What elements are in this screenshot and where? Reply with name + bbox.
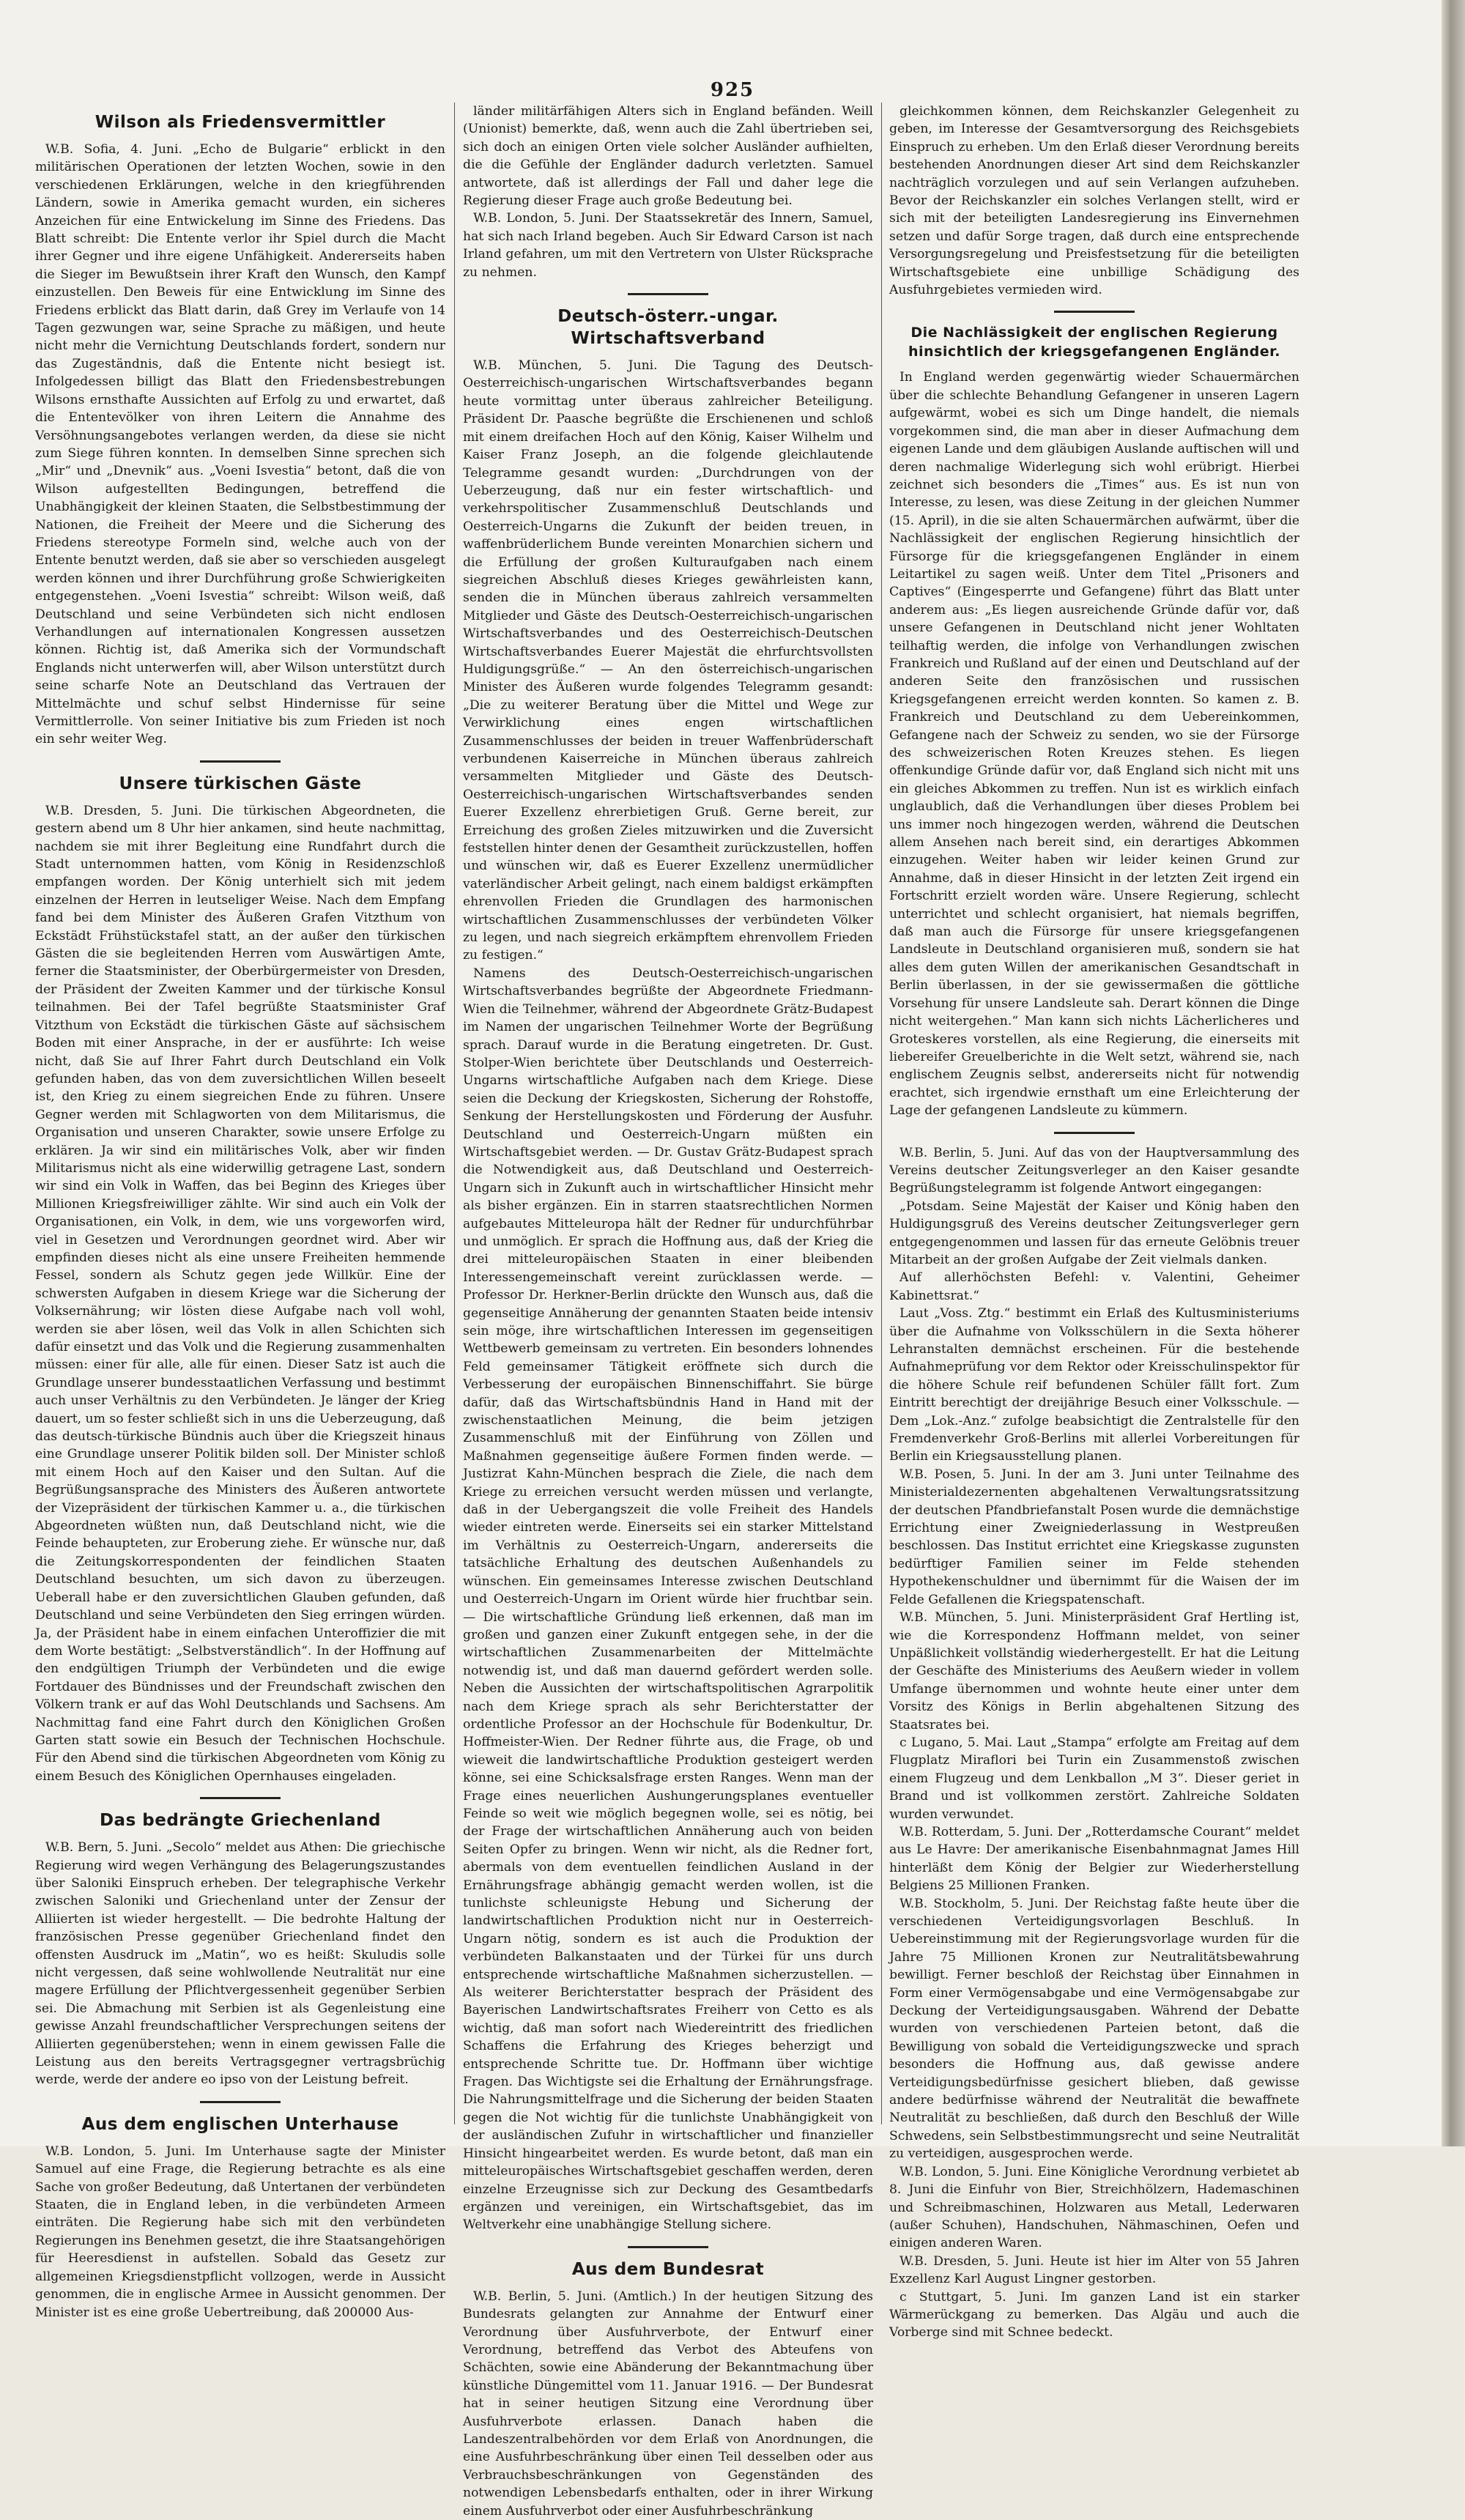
article-bundesrat-continued [889, 103, 1299, 299]
column-1 [35, 103, 445, 2320]
article-paragraph: Auf allerhöchsten Befehl: v. Valentini, Geheimer Kabinettsrat.“ [889, 1270, 1299, 1303]
article-paragraph: In England werden gegenwärtig wieder Schauermärchen über die schlechte Behandlung Gefangener in unseren Lagern aufgewärmt, wobei es sich um Dinge handelt, die niemals vorgekommen sind, die man aber in dieser Aufmachung dem eigenen Lande und dem gläubigen Auslande auftischen will und deren nachmalige Widerlegung sich wohl erübrigt. Hierbei zeichnet sich besonders die „Times“ aus. Es ist nun von Interesse, zu lesen, was diese Zeitung in der gleichen Nummer (15. April), in die sie alten Schauermärchen aufwärmt, über die Nachlässigkeit der englischen Regierung hinsichtlich der Fürsorge für die kriegsgefangenen Engländer in einem Leitartikel zu sagen weiß. Unter dem Titel „Prisoners and Captives“ (Eingesperrte und Gefangene) führt das Blatt unter anderem aus: „Es liegen ausreichende Gründe dafür vor, daß unsere Gefangenen in Deutschland nicht jener Wohltaten teilhaftig werden, die infolge von Verhandlungen zwischen Frankreich und Rußland auf der einen und Deutschland auf der anderen Seite den französischen und russischen Kriegsgefangenen erreicht werden konnten. So kamen z. B. Frankreich und Deutschland zu dem Uebereinkommen, Gefangene nach der Schweiz zu senden, wo sie der Fürsorge des schweizerischen Roten Kreuzes stehen. Es liegen offenkundige Gründe dafür vor, daß England sich nicht mit uns ein gleiches Abkommen zu treffen. Nun ist es wirklich einfach unglaublich, daß die Verhandlungen über dieses Problem bei uns immer noch hingezogen werden, während die Deutschen allem Ansehen nach bereit sind, ein derartiges Abkommen einzugehen. Weiter haben wir leider keinen Grund zur Annahme, daß in dieser Hinsicht in der letzten Zeit irgend ein Fortschritt erzielt worden wäre. Unsere Regierung, schlecht unterrichtet und schlecht organisiert, hat niemals begriffen, daß man auch die Fürsorge für unsere kriegsgefangenen Landsleute in Deutschland organisieren muß, sondern sie hat alles dem guten Willen der amerikanischen Gesandtschaft in Berlin überlassen, in der sie gewissermaßen die göttliche Vorsehung für unsere Landsleute sah. Derart können die Dinge nicht weitergehen.“ Man kann sich nichts Lächerlicheres und Groteskeres vorstellen, als eine Regierung, die einerseits mit liebereifer Greuelberichte in die Welt setzt, während sie, nach englischem Zeugnis selbst, andererseits nicht für notwendig erachtet, sich irgendwie ernsthaft um eine Erleichterung der Lage der gefangenen Landsleute zu kümmern. [889, 370, 1299, 1119]
article-paragraph: W.B. London, 5. Juni. Der Staatssekretär des Innern, Samuel, hat sich nach Irland begeben. Auch Sir Edward Carson ist nach Irland gefahren, um mit den Vertretern von Ulster Rücksprache zu nehmen. [463, 211, 873, 280]
article-unterhaus [35, 2113, 445, 2321]
article-paragraph: W.B. München, 5. Juni. Ministerpräsident Graf Hertling ist, wie die Korrespondenz Hoffmann meldet, von seiner Unpäßlichkeit vollständig wiederhergestellt. Er hat die Leitung der Geschäfte des Ministeriums des Aeußern wieder in vollem Umfange übernommen und wohnte heute einer unter dem Vorsitz des Königs in Berlin abgehaltenen Sitzung des Staatsrates bei. [889, 1610, 1299, 1732]
article-headline: Aus dem englischen Unterhause [81, 2114, 399, 2134]
article-paragraph: W.B. Posen, 5. Juni. In der am 3. Juni unter Teilnahme des Ministerialdezernenten abgehaltenen Verwaltungsratssitzung der deutschen Pfandbriefanstalt Posen wurde die demnächstige Errichtung einer Zweigniederlassung in Westpreußen beschlossen. Das Institut errichtet eine Kriegskasse zugunsten bedürftiger Familien seiner im Felde stehenden Hypothekenschuldner und übernimmt für die Waisen der im Felde Gefallenen die Kriegspatenschaft. [889, 1467, 1299, 1607]
section-separator [628, 293, 708, 295]
article-paragraph: W.B. London, 5. Juni. Im Unterhause sagte der Minister Samuel auf eine Frage, die Regierung betrachte es als eine Sache von großer Bedeutung, daß Untertanen der verbündeten Staaten, die in England leben, in die verbündeten Armeen einträten. Die Regierung habe sich mit den verbündeten Regierungen ins Benehmen gesetzt, die ihre Staatsangehörigen für Heeresdienst in aufstellen. Sobald das Gesetz zur allgemeinen Kriegsdienstpflicht vollzogen, werde in Aussicht genommen, die in englische Armee in Aussicht genommen. Der Minister ist es eine große Uebertreibung, daß 200000 Aus- [35, 2143, 445, 2320]
article-paragraph: W.B. Bern, 5. Juni. „Secolo“ meldet aus Athen: Die griechische Regierung wird wegen Verhängung des Belagerungszustandes über Saloniki Einspruch erheben. Der telegraphische Verkehr zwischen Saloniki und Griechenland unter der Zensur der Alliierten ist wieder hergestellt. — Die bedrohte Haltung der französischen Presse gegenüber Griechenland findet den offensten Ausdruck im „Matin“, wo es heißt: Skuludis solle nicht vergessen, daß seine wohlwollende Neutralität nur eine magere Erfüllung der Pflichtvergessenheit gegenüber Serbien sei. Die Abmachung mit Serbien ist als Gegenleistung eine gewisse Anzahl freundschaftlicher Versprechungen seitens der Alliierten gegenüberstehen; wenn in einem gewissen Falle die Leistung aus den bereits Vertragsgegner vertragsbrüchig werde, werde der andere eo ipso von der Leistung befreit. [35, 1840, 445, 2088]
column-divider [454, 103, 455, 2124]
article-paragraph: W.B. Berlin, 5. Juni. Auf das von der Hauptversammlung des Vereins deutscher Zeitungsverleger an den Kaiser gesandte Begrüßungstelegramm ist folgende Antwort eingegangen: [889, 1145, 1299, 1196]
article-paragraph: c Stuttgart, 5. Juni. Im ganzen Land ist ein starker Wärmerückgang zu bemerken. Das Algäu und auch die Vorberge sind mit Schnee bedeckt. [889, 2289, 1299, 2341]
article-headline: Die Nachlässigkeit der englischen Regierung hinsichtlich der kriegsgefangenen Engländer. [908, 325, 1280, 360]
article-paragraph: länder militärfähigen Alters sich in England befänden. Weill (Unionist) bemerkte, daß, wenn auch die Zahl übertrieben sei, sich doch an einigen Orten viele solcher Ausländer aufhielten, die die Gefühle der Engländer dadurch verletzten. Samuel antwortete, daß ist allerdings der Fall und daher lege die Regierung dieser Frage auch große Bedeutung bei. [463, 104, 873, 209]
section-separator [628, 2246, 708, 2248]
article-headline: Unsere türkischen Gäste [119, 774, 362, 793]
column-3 [889, 103, 1299, 2341]
column-2 [463, 103, 873, 2519]
article-bundesrat [463, 2258, 873, 2520]
section-separator [1054, 1132, 1135, 1134]
article-unterhaus-continued [463, 103, 873, 281]
page-number: 925 [710, 79, 755, 101]
page-edge-binding [1442, 0, 1465, 2146]
article-griechenland [35, 1809, 445, 2089]
article-paragraph: W.B. Sofia, 4. Juni. „Echo de Bulgarie“ erblickt in den militärischen Operationen der letzten Wochen, sowie in den verschiedenen Erklärungen, welche in den kriegführenden Ländern, sowie in Amerika gemacht wurden, ein sicheres Anzeichen für eine Entwickelung im Sinne des Friedens. Das Blatt schreibt: Die Entente verlor ihr Spiel durch die Macht ihrer Gegner und ihre eigene Unfähigkeit. Andererseits haben die Sieger im Bewußtsein ihrer Kraft den Wunsch, den Kampf einzustellen. Den Beweis für eine Entwicklung im Sinne des Friedens erblickt das Blatt darin, daß Grey im Verlaufe von 14 Tagen gezwungen war, seine Sprache zu mäßigen, und heute nicht mehr die Vernichtung Deutschlands fordert, sondern nur das Zugeständnis, daß die Entente nicht besiegt ist. Infolgedessen billigt das Blatt den Friedensbestrebungen Wilsons ernsthafte Aussichten auf Erfolg zu und erwartet, daß die Ententevölker von ihren Leitern die Annahme des Versöhnungsangebotes verlangen werden, da diese sie nicht zum Siege führen konnten. In demselben Sinne sprechen sich „Mir“ und „Dnevnik“ aus. „Voeni Isvestia“ betont, daß die von Wilson aufgestellten Bedingungen, betreffend die Unabhängigkeit der kleinen Staaten, die Selbstbestimmung der Nationen, die Freiheit der Meere und die Sicherung des Friedens stereotype Formeln sind, welche auch von der Entente benutzt werden, daß sie aber so verschieden ausgelegt werden können und ihrer Durchführung große Schwierigkeiten entgegenstehen. „Voeni Isvestia“ schreibt: Wilson weiß, daß Deutschland und seine Verbündeten sich nicht endlosen Verhandlungen auf internationalen Kongressen aussetzen können. Richtig ist, daß Amerika sich der Vormundschaft Englands nicht unterwerfen will, aber Wilson unterstützt durch seine scharfe Note an Deutschland das Vertrauen der Mittelmächte und schuf selbst Hindernisse für seine Vermittlerrolle. Von seiner Initiative bis zum Frieden ist noch ein sehr weiter Weg. [35, 142, 445, 747]
article-paragraph: gleichkommen können, dem Reichskanzler Gelegenheit zu geben, im Interesse der Gesamtversorgung des Reichsgebiets Einspruch zu erheben. Um den Erlaß dieser Verordnung bereits bestehenden Anordnungen dieser Art sind dem Reichskanzler nachträglich vorzulegen und auf sein Verlangen aufzuheben. Bevor der Reichskanzler ein solches Verlangen stellt, wird er sich mit der beteiligten Landesregierung ins Einvernehmen setzen und dafür Sorge tragen, daß durch eine entsprechende Versorgungsregelung und Preisfestsetzung für die beteiligten Wirtschaftsgebiete eine unbillige Schädigung des Ausfuhrgebietes vermieden wird. [889, 104, 1299, 298]
section-separator [1054, 311, 1135, 313]
article-headline: Deutsch-österr.-ungar. Wirtschaftsverband [557, 307, 779, 349]
article-kriegsgefangene [889, 323, 1299, 1119]
article-tuerkische-gaeste [35, 773, 445, 1785]
article-wirtschaftsverband [463, 305, 873, 2234]
article-paragraph: W.B. Stockholm, 5. Juni. Der Reichstag faßte heute über die verschiedenen Verteidigungsvorlagen Beschluß. In Uebereinstimmung mit der Regierungsvorlage wurden für die Jahre 75 Millionen Kronen zur Neutralitätsbewahrung bewilligt. Ferner beschloß der Reichstag über Einnahmen in Form einer Vermögensabgabe und eine Vermögensabgabe zur Deckung der Verteidigungsausgaben. Während der Debatte wurden von verschiedenen Parteien betont, daß die Bewilligung von sobald die Verteidigungszwecke und sprach besonders die Hoffnung aus, daß gewisse andere Verteidigungsbedürfnisse gesichert blieben, daß gewisse andere bedürfnisse während der Neutralität die bewaffnete Neutralität zu beschließen, daß durch den Beschluß der Wille Schwedens, sein Selbstbestimmungsrecht und seine Neutralität zu verteidigen, ausgesprochen werde. [889, 1896, 1299, 2162]
article-wilson [35, 111, 445, 749]
article-paragraph: W.B. London, 5. Juni. Eine Königliche Verordnung verbietet ab 8. Juni die Einfuhr von Bier, Streichhölzern, Hademaschinen und Schreibmaschinen, Holzwaren aus Metall, Lederwaren (außer Schuhen), Handschuhen, Nähmaschinen, Oefen und einigen anderen Waren. [889, 2164, 1299, 2251]
article-short-news [889, 1144, 1299, 2342]
article-paragraph: W.B. Rotterdam, 5. Juni. Der „Rotterdamsche Courant“ meldet aus Le Havre: Der amerikanische Eisenbahnmagnat James Hill hinterläßt dem König der Belgier zur Wiederherstellung Belgiens 25 Millionen Franken. [889, 1824, 1299, 1894]
article-headline: Wilson als Friedensvermittler [94, 113, 386, 132]
article-paragraph: Namens des Deutsch-Oesterreichisch-ungarischen Wirtschaftsverbandes begrüßte der Abgeordnete Friedmann-Wien die Teilnehmer, während der Abgeordnete Grätz-Budapest im Namen der ungarischen Teilnehmer Worte der Begrüßung sprach. Darauf wurde in die Beratung eingetreten. Dr. Gust. Stolper-Wien berichtete über Deutschlands und Oesterreich-Ungarns wirtschaftliche Aufgaben nach dem Kriege. Diese seien die Deckung der Kriegskosten, Sicherung der Rohstoffe, Senkung der Herstellungskosten und Förderung der Ausfuhr. Deutschland und Oesterreich-Ungarn müßten ein Wirtschaftsgebiet werden. — Dr. Gustav Grätz-Budapest sprach die Notwendigkeit aus, daß Deutschland und Oesterreich-Ungarn sich in Zukunft auch in wirtschaftlicher Hinsicht mehr als bisher ergänzen. Ein in starren staatsrechtlichen Normen aufgebautes Mitteleuropa hält der Redner für undurchführbar und unmöglich. Er sprach die Hoffnung aus, daß der Krieg die drei mitteleuropäischen Staaten in einer bleibenden Interessengemeinschaft vereint zurücklassen werde. — Professor Dr. Herkner-Berlin drückte den Wunsch aus, daß die gegenseitige Annäherung der genannten Staaten beide intensiv sein möge, ihre wirtschaftlichen Interessen im gegenseitigen Wettbewerb gemeinsam zu vertreten. Ein besonders lohnendes Feld gemeinsamer Tätigkeit eröffnete sich durch die Verbesserung der europäischen Binnenschiffahrt. Sie bürge dafür, daß das Wirtschaftsbündnis Hand in Hand mit der zwischenstaatlichen Meinung, die beim jetzigen Zusammenschluß mit der Einführung von Zöllen und Maßnahmen gegenseitige äußere Formen finden werde. — Justizrat Kahn-München besprach die Ziele, die nach dem Kriege zu erreichen versucht werden müssen und verlangte, daß in der Uebergangszeit die volle Freiheit des Handels wieder eintreten werde. Einerseits sei ein starker Mittelstand im Verhältnis zu Oesterreich-Ungarn, andererseits die tatsächliche Erhaltung des deutschen Außenhandels zu wünschen. Ein gemeinsames Interesse zwischen Deutschland und Oesterreich-Ungarn im Orient würde hier fruchtbar sein. — Die wirtschaftliche Gründung ließ erkennen, daß man im großen und ganzen einer Zukunft entgegen sehe, in der die wirtschaftlichen Zusammenarbeiten der Mittelmächte notwendig ist, und daß man dauernd gefördert werden solle. Neben die Aussichten der wirtschaftspolitischen Agrarpolitik nach dem Kriege sprach als sehr Berichterstatter der ordentliche Professor an der Hochschule für Bodenkultur, Dr. Hoffmeister-Wien. Der Redner führte aus, die Frage, ob und wieweit die landwirtschaftliche Produktion gesteigert werden könne, sei eine Schicksalsfrage ersten Ranges. Wenn man der Frage eines neuerlichen Aushungerungsplanes eventueller Feinde so weit wie möglich begegnen wolle, sei es nötig, bei der Frage der wirtschaftlichen Annäherung auch von beiden Seiten Opfer zu bringen. Wenn wir nicht, als die Redner fort, abermals von dem eventuellen feindlichen Ausland in der Ernährungsfrage abhängig gemacht werden wollen, ist die tunlichste schleunigste Hebung und Sicherung der landwirtschaftlichen Produktion nicht nur in Oesterreich-Ungarn nötig, sondern es ist auch die Produktion der verbündeten Balkanstaaten und der Türkei für uns durch entsprechende wirtschaftliche Maßnahmen sicherzustellen. — Als weiterer Berichterstatter besprach der Präsident des Bayerischen Landwirtschaftsrates Freiherr von Cetto es als wichtig, daß man sofort nach Wiedereintritt des friedlichen Schaffens die Erfahrung des Krieges beherzigt und entsprechende Schritte tue. Dr. Hoffmann über wichtige Fragen. Das Wichtigste sei die Erhaltung der Ernährungsfrage. Die Nahrungsmittelfrage und die Sicherung der beiden Staaten gegen die Not wichtig für die tunlichste Unabhängigkeit von der ausländischen Zufuhr in wirtschaftlicher und finanzieller Hinsicht hingearbeitet werden. Es wurde betont, daß man ein mitteleuropäisches Wirtschaftsgebiet geschaffen werden, deren einzelne Erzeugnisse sich zur Deckung des Gesamtbedarfs ergänzen und vereinigen, ein Wirtschaftsgebiet, das im Weltverkehr eine unabhängige Stellung sichere. [463, 966, 873, 2233]
article-paragraph: „Potsdam. Seine Majestät der Kaiser und König haben den Huldigungsgruß des Vereins deutscher Zeitungsverleger gern entgegengenommen und lassen für das erneute Gelöbnis treuer Mitarbeit an der großen Aufgabe der Zeit vielmals danken. [889, 1198, 1299, 1267]
section-separator [200, 2101, 281, 2103]
article-headline: Das bedrängte Griechenland [99, 1811, 382, 1831]
column-divider [881, 103, 882, 2124]
article-paragraph: W.B. Dresden, 5. Juni. Heute ist hier im Alter von 55 Jahren Exzellenz Karl August Lingner gestorben. [889, 2253, 1299, 2287]
section-separator [200, 1797, 281, 1799]
article-paragraph: W.B. Berlin, 5. Juni. (Amtlich.) In der heutigen Sitzung des Bundesrats gelangten zur Annahme der Entwurf einer Verordnung über Ausfuhrverbote, der Entwurf einer Verordnung, betreffend das Verbot des Abteufens von Schächten, sowie eine Abänderung der Bekanntmachung über künstliche Düngemittel vom 11. Januar 1916. — Der Bundesrat hat in seiner heutigen Sitzung eine Verordnung über Ausfuhrverbote erlassen. Danach haben die Landeszentralbehörden vor dem Erlaß von Anordnungen, die eine Ausfuhrbeschränkung über einen Teil desselben oder aus Verbrauchsbeschränkungen von Gegenständen des notwendigen Lebensbedarfs enthalten, oder in ihrer Wirkung einem Ausfuhrverbot oder einer Ausfuhrbeschränkung [463, 2289, 873, 2519]
article-paragraph: Laut „Voss. Ztg.“ bestimmt ein Erlaß des Kultusministeriums über die Aufnahme von Volksschülern in die Sexta höherer Lehranstalten demnächst erscheinen. Für die bestehende Aufnahmeprüfung vor dem Rektor oder Kreisschulinspektor für die höhere Schule reif befundenen Schüler fällt fort. Zum Eintritt berechtigt der dreijährige Besuch einer Volksschule. — Dem „Lok.-Anz.“ zufolge beabsichtigt die Zentralstelle für den Fremdenverkehr Groß-Berlins mit allerlei Vorbereitungen für Berlin ein Kriegsausstellung planen. [889, 1306, 1299, 1464]
article-headline: Aus dem Bundesrat [571, 2259, 765, 2279]
article-paragraph: c Lugano, 5. Mai. Laut „Stampa“ erfolgte am Freitag auf dem Flugplatz Miraflori bei Turin ein Zusammenstoß zwischen einem Flugzeug und dem Lenkballon „M 3“. Dieser geriet in Brand und ist vollkommen zerstört. Zahlreiche Soldaten wurden verwundet. [889, 1735, 1299, 1822]
article-paragraph: W.B. Dresden, 5. Juni. Die türkischen Abgeordneten, die gestern abend um 8 Uhr hier ankamen, sind heute nachmittag, nachdem sie mit ihrer Begleitung eine Rundfahrt durch die Stadt unternommen hatten, vom König in Residenzschloß empfangen worden. Der König unterhielt sich mit jedem einzelnen der Herren in leutseliger Weise. Nach dem Empfang fand bei dem Minister des Äußeren Grafen Vitzthum von Eckstädt Frühstückstafel statt, an der außer den türkischen Gästen die sie begleitenden Herren vom Auswärtigen Amte, ferner die Staatsminister, der Oberbürgermeister von Dresden, der Präsident der Zweiten Kammer und der türkische Konsul teilnahmen. Bei der Tafel begrüßte Staatsminister Graf Vitzthum von Eckstädt die türkischen Gäste auf sächsischem Boden mit einer Ansprache, in der er ausführte: Ich weise nicht, daß Sie auf Ihrer Fahrt durch Deutschland ein Volk gefunden haben, das von dem zuversichtlichen Willen beseelt ist, den Krieg zu einem siegreichen Ende zu führen. Unsere Gegner werden mit Schlagworten von dem Militarismus, die Organisation und unseren Charakter, sowie unsere Erfolge zu erklären. Ja wir sind ein militärisches Volk, aber wir finden Militarismus nicht als eine widerwillig getragene Last, sondern wir sind ein Volk in Waffen, das bei Beginn des Krieges über Millionen Kriegsfreiwilliger zählte. Wir sind auch ein Volk der Organisationen, ein Volk, in dem, wie uns vorgeworfen wird, viel in Gesetzen und Verordnungen geordnet wird. Aber wir empfinden dieses nicht als eine unsere Freiheiten hemmende Fessel, sondern als Schutz gegen jede Willkür. Eine der schwersten Aufgaben in diesem Kriege war die Sicherung der Volksernährung; wir lösten diese Aufgabe nach voll wohl, werden sie aber lösen, weil das Volk in allen Schichten sich dafür einsetzt und das Volk und die Regierung zusammenhalten müssen: einer für alle, alle für einen. Dieser Satz ist auch die Grundlage unserer bundesstaatlichen Verfassung und bestimmt auch unser Verhältnis zu den Verbündeten. Je länger der Krieg dauert, um so fester schließt sich in uns die Ueberzeugung, daß das deutsch-türkische Bündnis auch über die Kriegszeit hinaus eine Grundlage unserer Politik bilden soll. Der Minister schloß mit einem Hoch auf den Kaiser und den Sultan. Auf die Begrüßungsansprache des Ministers des Äußeren antwortete der Vizepräsident der türkischen Kammer u. a., die türkischen Abgeordneten wüßten nun, daß Deutschland nicht, wie die Feinde behaupteten, zur Eroberung ziehe. Er wünsche nur, daß die Zeitungskorrespondenten der feindlichen Staaten Deutschland besuchten, um sich davon zu überzeugen. Ueberall habe er den zuversichtlichen Glauben gefunden, daß Deutschland und seine Verbündeten den Sieg erringen würden. Ja, der Präsident habe in einem einfachen Unteroffizier die mit dem Worte bestätigt: „Selbstverständlich“. In der Hoffnung auf den endgültigen Triumph der Verbündeten und die ewige Fortdauer des Bündnisses und der Freundschaft zwischen den Völkern trank er auf das Wohl Deutschlands und Sachsens. Am Nachmittag fand eine Fahrt durch den Königlichen Großen Garten statt sowie ein Besuch der Technischen Hochschule. Für den Abend sind die türkischen Abgeordneten vom König zu einem Besuch des Königlichen Opernhauses eingeladen. [35, 803, 445, 1784]
article-paragraph: W.B. München, 5. Juni. Die Tagung des Deutsch-Oesterreichisch-ungarischen Wirtschaftsverbandes begann heute vormittag unter überaus zahlreicher Beteiligung. Präsident Dr. Paasche begrüßte die Erschienenen und schloß mit einem dreifachen Hoch auf den König, Kaiser Wilhelm und Kaiser Franz Joseph, an die folgende gleichlautende Telegramme gesandt wurden: „Durchdrungen von der Ueberzeugung, daß nur ein fester wirtschaftlich- und verkehrspolitischer Zusammenschluß Deutschlands und Oesterreich-Ungarns die Zukunft der beiden treuen, in waffenbrüderlichem Bunde vereinten Monarchien sichern und die Erfüllung der großen Kulturaufgaben nach einem siegreichen Abschluß dieses Krieges gewährleisten kann, senden die in München überaus zahlreich versammelten Mitglieder und Gäste des Deutsch-Oesterreichisch-ungarischen Wirtschaftsverbandes und des Oesterreichisch-Deutschen Wirtschaftsverbandes Euerer Majestät die ehrfurchtsvollsten Huldigungsgrüße.“ — An den österreichisch-ungarischen Minister des Äußeren wurde folgendes Telegramm gesandt: „Die zu weiterer Beratung über die Mittel und Wege zur Verwirklichung eines engen wirtschaftlichen Zusammenschlusses der beiden in treuer Waffenbrüderschaft verbundenen Kaiserreiche in München überaus zahlreich versammelten Mitglieder und Gäste des Deutsch-Oesterreichisch-ungarischen Wirtschaftsverbandes senden Euerer Exzellenz ehrerbietigen Gruß. Gerne bereit, zur Erreichung des großen Zieles mitzuwirken und die Zuversicht feststellen hinter denen der Gesamtheit zurückzustellen, hoffen und wünschen wir, daß es Euerer Exzellenz unermüdlicher vaterländischer Arbeit gelingt, nach einem baldigst erkämpften ehrenvollen Frieden die Grundlagen des harmonischen wirtschaftlichen Zusammenschlusses der verbündeten Völker zu legen, und nach siegreich erkämpftem ehrenvollem Frieden zu festigen.“ [463, 358, 873, 963]
section-separator [200, 760, 281, 763]
